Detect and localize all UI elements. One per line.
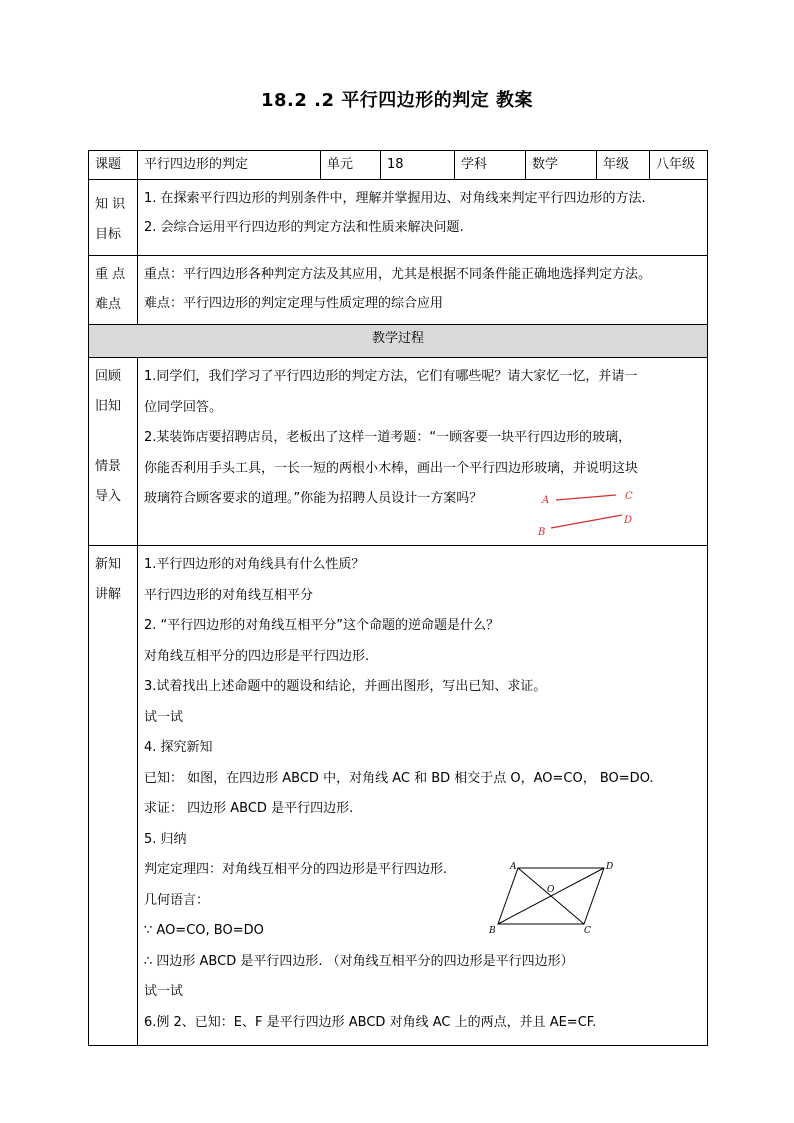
segment-bd [551, 515, 622, 528]
label-b: B [538, 527, 546, 538]
keypoint-line-1: 重点：平行四边形各种判定方法及其应用，尤其是根据不同条件能正确地选择判定方法。 [144, 267, 652, 282]
newknowledge-row [89, 546, 708, 1046]
vertex-b: B [489, 926, 496, 936]
subject-value: 数学 [526, 151, 597, 180]
nk-line-15: 试一试 [144, 984, 184, 999]
label-c: C [625, 491, 633, 502]
goals-label-cell [89, 180, 138, 256]
intro-label: 情景导入 [95, 459, 122, 504]
diagonal-bd [498, 868, 604, 924]
vertex-c: C [584, 926, 591, 936]
goal-line-2: 2. 会综合运用平行四边形的判定方法和性质来解决问题. [144, 220, 464, 235]
keypoints-content [138, 256, 708, 325]
review-line-3: 2.某装饰店要招聘店员，老板出了这样一道考题：“一顾客要一块平行四边形的玻璃， [144, 430, 632, 445]
nk-line-12: 几何语言： [144, 892, 210, 908]
review-label-cell [89, 358, 138, 546]
keypoint-line-2: 难点：平行四边形的判定定理与性质定理的综合应用 [144, 296, 444, 311]
review-label: 回顾旧知 [95, 369, 122, 414]
unit-value: 18 [381, 151, 455, 180]
goals-content [138, 180, 708, 256]
goal-line-1: 1. 在探索平行四边形的判别条件中，理解并掌握用边、对角线来判定平行四边形的方法. [144, 191, 646, 206]
vertex-d: D [606, 862, 614, 872]
goals-label-line2: 目标 [95, 227, 122, 242]
course-label: 课题 [89, 151, 138, 180]
process-header-row [89, 325, 708, 358]
review-line-2: 位同学回答。 [144, 399, 223, 415]
lesson-plan-table [88, 150, 708, 1046]
newknowledge-content [138, 546, 708, 1046]
nk-line-11: 判定定理四：对角线互相平分的四边形是平行四边形. [144, 862, 448, 877]
review-content [138, 358, 708, 546]
nk-line-13: ∵ AO=CO, BO=DO [144, 923, 264, 938]
nk-line-4: 对角线互相平分的四边形是平行四边形. [144, 648, 370, 664]
stick-figure [536, 486, 646, 538]
process-header: 教学过程 [89, 325, 708, 358]
keypoints-row [89, 256, 708, 325]
parallelogram-figure [486, 860, 616, 936]
unit-label: 单元 [321, 151, 381, 180]
nk-line-2: 平行四边形的对角线互相平分 [144, 587, 314, 603]
course-value: 平行四边形的判定 [138, 151, 321, 180]
page-title: 18.2 .2 平行四边形的判定 教案 [260, 90, 534, 111]
keypoints-label-line1: 重 点 [95, 267, 126, 282]
label-a: A [542, 495, 550, 506]
nk-line-3: 2. “平行四边形的对角线互相平分”这个命题的逆命题是什么？ [144, 618, 500, 633]
vertex-a: A [510, 862, 517, 872]
nk-line-6: 试一试 [144, 709, 184, 725]
review-line-5: 玻璃符合顾客要求的道理。”你能为招聘人员设计一方案吗？ [144, 491, 483, 506]
keypoints-label-cell [89, 256, 138, 325]
goals-row [89, 180, 708, 256]
nk-line-5: 3.试着找出上述命题中的题设和结论，并画出图形，写出已知、求证。 [144, 679, 547, 694]
grade-value: 八年级 [650, 151, 708, 180]
nk-line-8: 已知： 如图，在四边形 ABCD 中，对角线 AC 和 BD 相交于点 O，AO=CO， BO=DO. [144, 770, 654, 786]
grade-label: 年级 [597, 151, 650, 180]
review-row [89, 358, 708, 546]
label-d: D [624, 515, 633, 526]
segment-ac [556, 495, 616, 500]
nk-line-14: ∴ 四边形 ABCD 是平行四边形. （对角线互相平分的四边形是平行四边形） [144, 953, 574, 969]
newknowledge-label-cell [89, 546, 138, 1046]
review-line-4: 你能否利用手头工具，一长一短的两根小木棒，画出一个平行四边形玻璃，并说明这块 [144, 460, 639, 476]
nk-line-10: 5. 归纳 [144, 831, 187, 847]
nk-line-16: 6.例 2、已知：E、F 是平行四边形 ABCD 对角线 AC 上的两点，并且 AE=CF. [144, 1014, 597, 1030]
header-row [89, 151, 708, 180]
subject-label: 学科 [455, 151, 526, 180]
keypoints-label-line2: 难点 [95, 297, 122, 312]
vertex-o: O [547, 885, 555, 895]
nk-line-1: 1.平行四边形的对角线具有什么性质？ [144, 557, 365, 572]
review-line-1: 1.同学们，我们学习了平行四边形的判定方法，它们有哪些呢？请大家忆一忆，并请一 [144, 369, 638, 384]
nk-line-7: 4. 探究新知 [144, 740, 213, 755]
newknowledge-label: 新知讲解 [95, 557, 122, 602]
nk-line-9: 求证： 四边形 ABCD 是平行四边形. [144, 801, 354, 816]
goals-label-line1: 知 识 [95, 197, 126, 212]
